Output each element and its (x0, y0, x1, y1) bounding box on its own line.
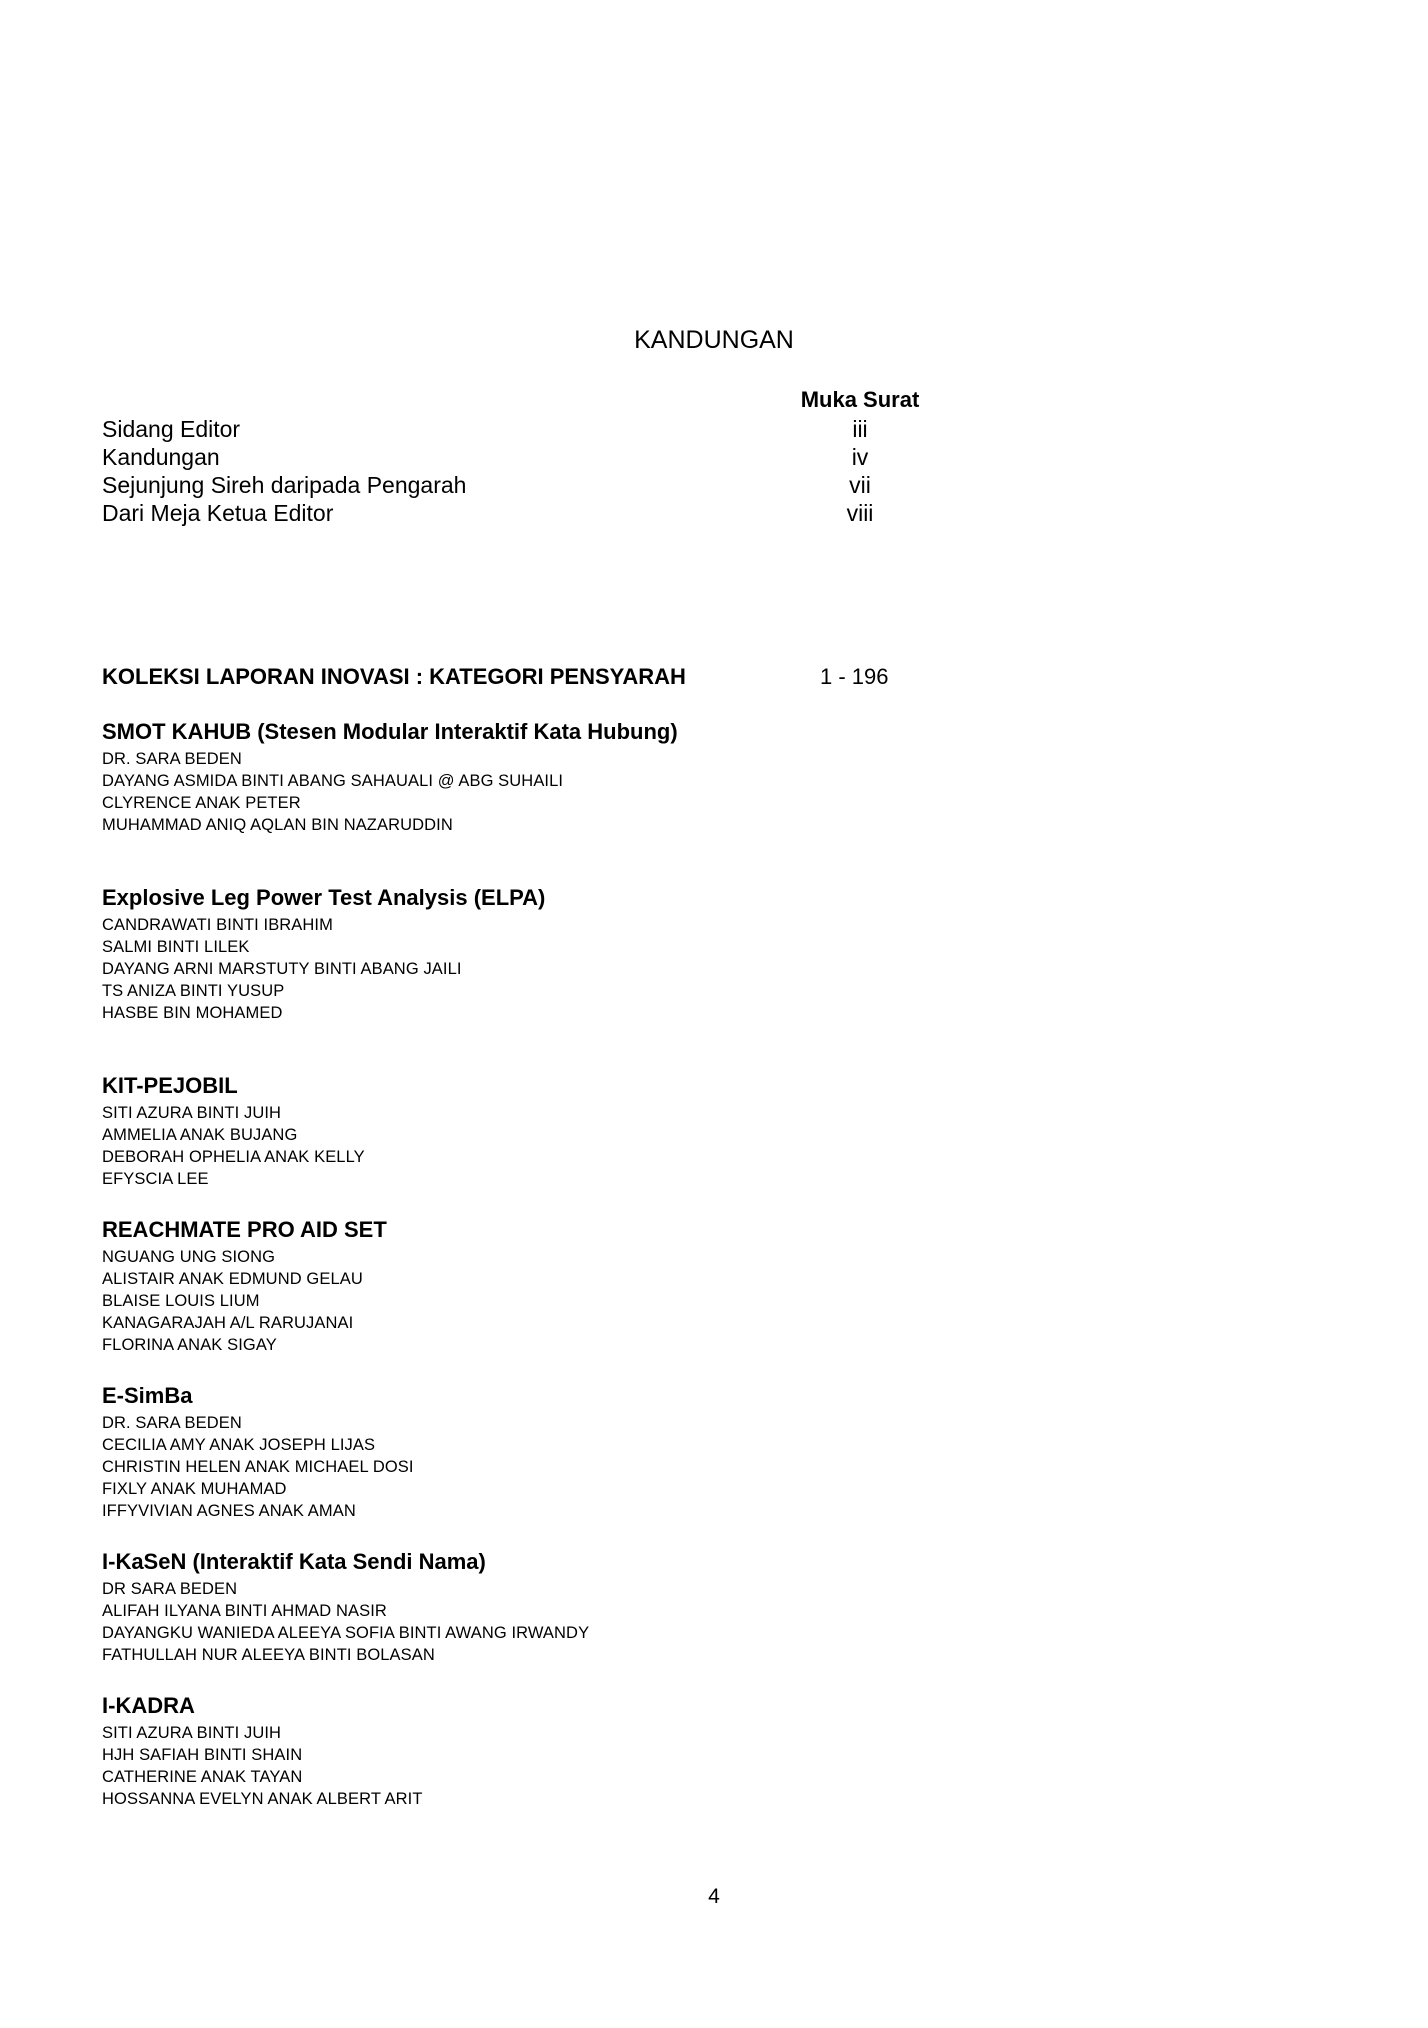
entry-author: MUHAMMAD ANIQ AQLAN BIN NAZARUDDIN (102, 816, 453, 834)
front-matter-page: iii (852, 416, 868, 442)
entry-author: CLYRENCE ANAK PETER (102, 794, 301, 812)
entry-author: IFFYVIVIAN AGNES ANAK AMAN (102, 1502, 356, 1520)
entry-author: KANAGARAJAH A/L RARUJANAI (102, 1314, 354, 1332)
entry-author: FLORINA ANAK SIGAY (102, 1336, 277, 1354)
entry-author: SITI AZURA BINTI JUIH (102, 1724, 282, 1742)
entry-author: CANDRAWATI BINTI IBRAHIM (102, 916, 333, 934)
entry-author: BLAISE LOUIS LIUM (102, 1292, 260, 1310)
entry-title: KIT-PEJOBIL (102, 1073, 238, 1098)
category-title: KOLEKSI LAPORAN INOVASI : KATEGORI PENSYARAH (102, 664, 686, 689)
entry-author: CATHERINE ANAK TAYAN (102, 1768, 303, 1786)
toc-entry (102, 1216, 1202, 1356)
category-row (102, 664, 1002, 694)
front-matter-page: iv (851, 444, 869, 470)
front-matter-row (102, 444, 1002, 472)
entry-author: CHRISTIN HELEN ANAK MICHAEL DOSI (102, 1458, 414, 1476)
front-matter-row (102, 416, 1002, 444)
front-matter-title: Kandungan (102, 444, 220, 470)
toc-entry (102, 884, 1202, 1024)
entry-author: HJH SAFIAH BINTI SHAIN (102, 1746, 303, 1764)
entry-author: ALISTAIR ANAK EDMUND GELAU (102, 1270, 363, 1288)
entry-title: I-KADRA (102, 1693, 195, 1718)
entry-author: CECILIA AMY ANAK JOSEPH LIJAS (102, 1436, 376, 1454)
entry-author: DR. SARA BEDEN (102, 750, 242, 768)
entry-author: SITI AZURA BINTI JUIH (102, 1104, 282, 1122)
front-matter-title: Sejunjung Sireh daripada Pengarah (102, 472, 467, 498)
entry-title: SMOT KAHUB (Stesen Modular Interaktif Kata Hubung) (102, 719, 678, 744)
front-matter-title: Dari Meja Ketua Editor (102, 500, 334, 526)
entry-title: REACHMATE PRO AID SET (102, 1217, 387, 1242)
entry-author: HOSSANNA EVELYN ANAK ALBERT ARIT (102, 1790, 423, 1808)
front-matter-row (102, 500, 1002, 528)
entry-author: FATHULLAH NUR ALEEYA BINTI BOLASAN (102, 1646, 435, 1664)
entry-author: DAYANG ARNI MARSTUTY BINTI ABANG JAILI (102, 960, 462, 978)
entry-title: Explosive Leg Power Test Analysis (ELPA) (102, 885, 546, 910)
entry-title: I-KaSeN (Interaktif Kata Sendi Nama) (102, 1549, 486, 1574)
front-matter-row (102, 472, 1002, 500)
entry-author: DAYANGKU WANIEDA ALEEYA SOFIA BINTI AWANG IRWANDY (102, 1624, 590, 1642)
entry-author: DR. SARA BEDEN (102, 1414, 242, 1432)
entry-author: DEBORAH OPHELIA ANAK KELLY (102, 1148, 365, 1166)
entry-author: EFYSCIA LEE (102, 1170, 209, 1188)
entry-author: FIXLY ANAK MUHAMAD (102, 1480, 287, 1498)
toc-entry (102, 1548, 1202, 1666)
category-pages: 1 - 196 (820, 664, 889, 689)
front-matter-title: Sidang Editor (102, 416, 241, 442)
toc-entry (102, 1692, 1202, 1810)
front-matter-page: vii (849, 472, 871, 498)
entry-author: HASBE BIN MOHAMED (102, 1004, 283, 1022)
page-number: 4 (708, 1885, 720, 1908)
entry-author: TS ANIZA BINTI YUSUP (102, 982, 285, 1000)
entry-author: DAYANG ASMIDA BINTI ABANG SAHAUALI @ ABG SUHAILI (102, 772, 564, 790)
front-matter-page: viii (846, 500, 874, 526)
entry-title: E-SimBa (102, 1383, 193, 1408)
entry-author: NGUANG UNG SIONG (102, 1248, 276, 1266)
toc-entry (102, 1072, 1202, 1190)
page-title: KANDUNGAN (634, 326, 794, 354)
entry-author: AMMELIA ANAK BUJANG (102, 1126, 298, 1144)
entry-author: DR SARA BEDEN (102, 1580, 238, 1598)
toc-entry (102, 718, 1202, 836)
entry-author: SALMI BINTI LILEK (102, 938, 250, 956)
entry-author: ALIFAH ILYANA BINTI AHMAD NASIR (102, 1602, 387, 1620)
toc-entry (102, 1382, 1202, 1522)
page-column-header: Muka Surat (800, 387, 920, 412)
